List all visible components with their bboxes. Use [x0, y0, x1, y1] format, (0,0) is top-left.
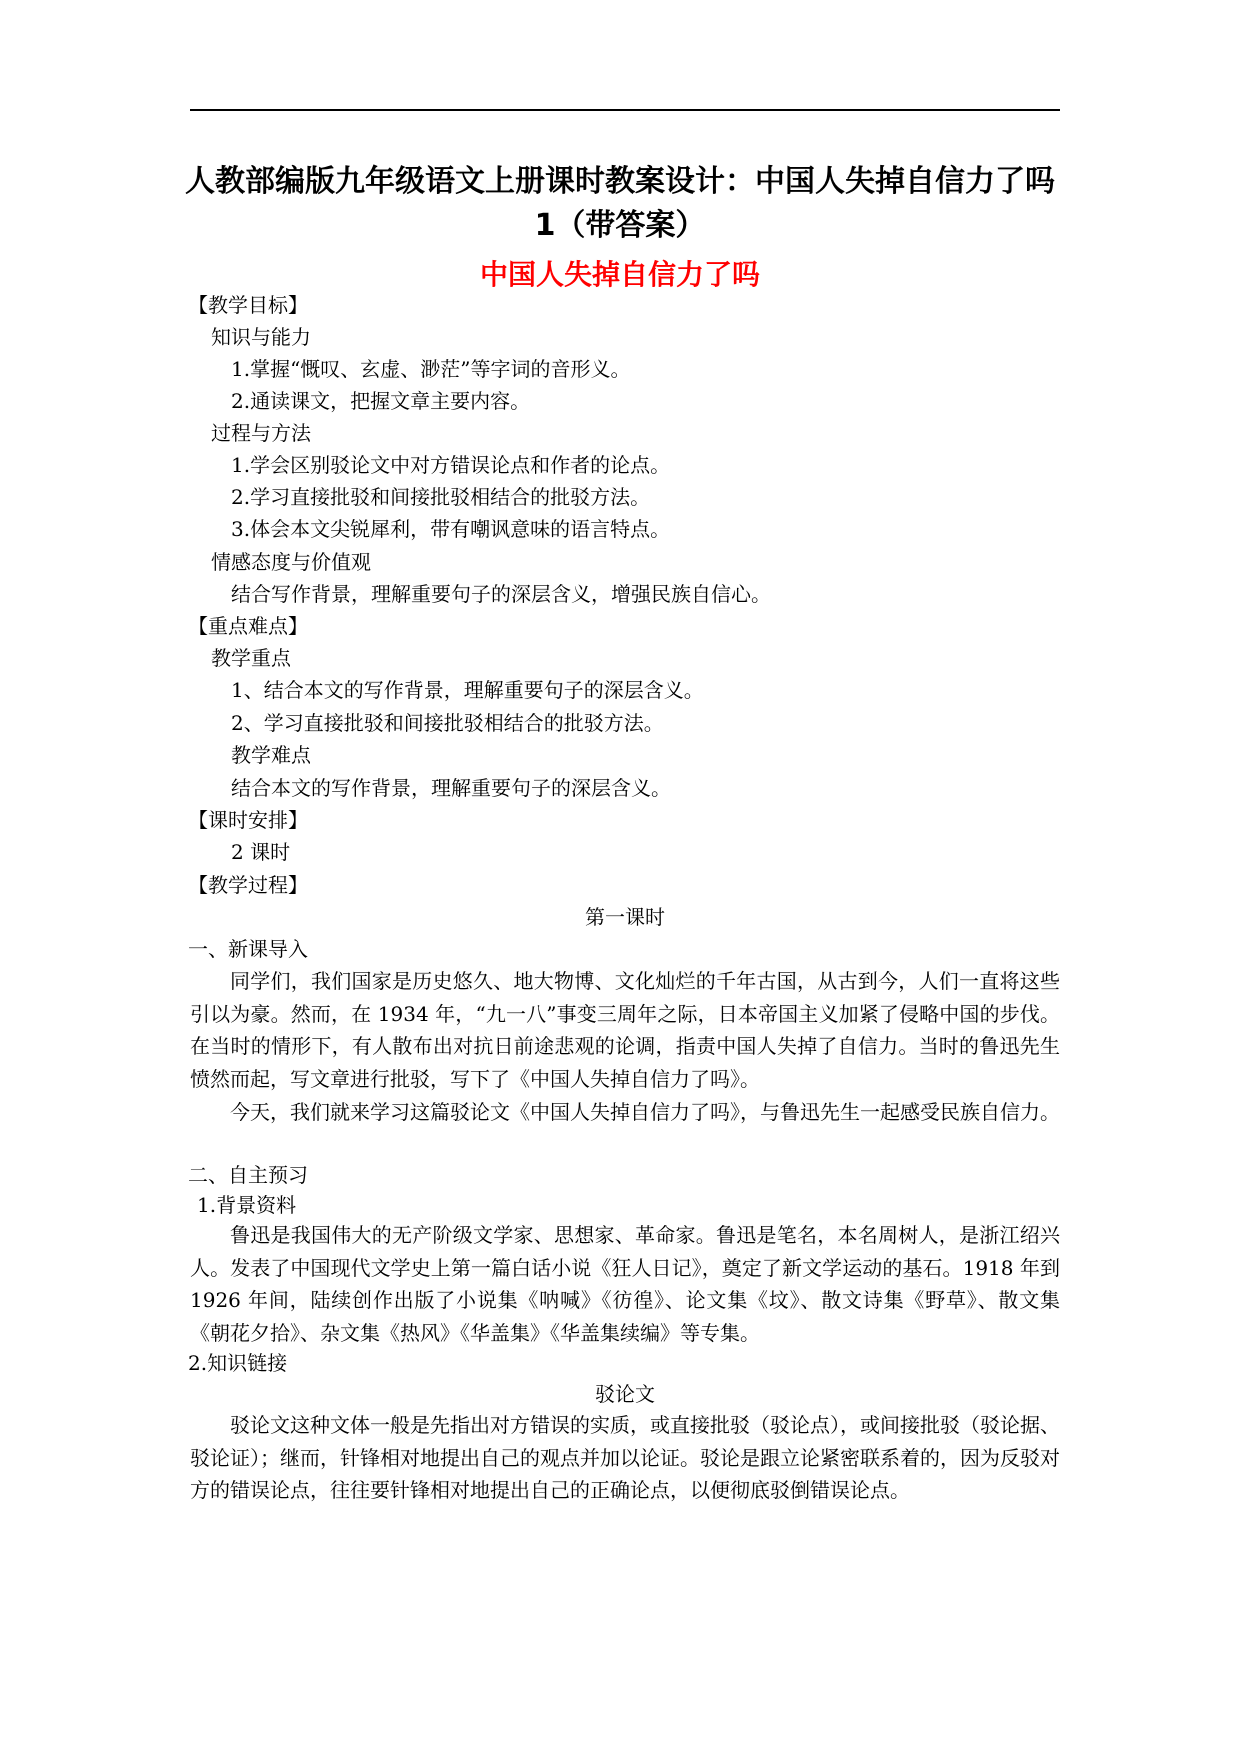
knowledge-link-paragraph: 驳论文这种文体一般是先指出对方错误的实质，或直接批驳（驳论点），或间接批驳（驳论据、驳论证）；继而，针锋相对地提出自己的观点并加以论证。驳论是跟立论紧密联系着的，因为反驳对方的错误论点，往往要针锋相对地提出自己的正确论点，以便彻底驳倒错误论点。 [190, 1413, 1060, 1503]
process-item: 3.体会本文尖锐犀利，带有嘲讽意味的语言特点。 [231, 517, 671, 541]
intro-paragraph-2: 今天，我们就来学习这篇驳论文《中国人失掉自信力了吗》，与鲁迅先生一起感受民族自信力。 [230, 1100, 1060, 1124]
knowledge-link-label: 2.知识链接 [188, 1351, 288, 1375]
focus-item: 2、学习直接批驳和间接批驳相结合的批驳方法。 [231, 711, 664, 735]
background-paragraph: 鲁迅是我国伟大的无产阶级文学家、思想家、革命家。鲁迅是笔名，本名周树人，是浙江绍兴人。发表了中国现代文学史上第一篇白话小说《狂人日记》，奠定了新文学运动的基石。1918 年到 1926 年间，陆续创作出版了小说集《呐喊》《彷徨》、论文集《坟》、散文诗集《野草》、散文集《朝花夕拾》、杂文集《热风》《华盖集》《华盖集续编》等专集。 [190, 1223, 1060, 1346]
knowledge-label: 知识与能力 [211, 325, 311, 349]
schedule-heading: 【课时安排】 [188, 808, 308, 832]
lesson-title: 第一课时 [585, 905, 665, 929]
process-item: 2.学习直接批驳和间接批驳相结合的批驳方法。 [231, 485, 651, 509]
focus-label: 教学重点 [211, 646, 291, 670]
intro-paragraph-1: 同学们，我们国家是历史悠久、地大物博、文化灿烂的千年古国，从古到今，人们一直将这些引以为豪。然而，在 1934 年，“九一八”事变三周年之际，日本帝国主义加紧了侵略中国的步伐。在当时的情形下，有人散布出对抗日前途悲观的论调，指责中国人失掉了自信力。当时的鲁迅先生愤然而起，写文章进行批驳，写下了《中国人失掉自信力了吗》。 [190, 969, 1060, 1092]
document-title-line2: 1（带答案） [534, 208, 706, 243]
emotion-text: 结合写作背景，理解重要句子的深层含义，增强民族自信心。 [231, 582, 771, 606]
knowledge-link-title: 驳论文 [595, 1382, 655, 1406]
document-title-line1: 人教部编版九年级语文上册课时教案设计：中国人失掉自信力了吗 [185, 164, 1055, 199]
header-rule [190, 109, 1060, 111]
knowledge-item: 1.掌握“慨叹、玄虚、渺茫”等字词的音形义。 [231, 357, 631, 381]
difficulty-text: 结合本文的写作背景，理解重要句子的深层含义。 [231, 776, 671, 800]
schedule-text: 2 课时 [231, 840, 291, 864]
keypoints-heading: 【重点难点】 [188, 614, 308, 638]
goals-heading: 【教学目标】 [188, 293, 308, 317]
process-heading: 【教学过程】 [188, 873, 308, 897]
focus-item: 1、结合本文的写作背景，理解重要句子的深层含义。 [231, 678, 704, 702]
section2-heading: 二、自主预习 [188, 1163, 308, 1187]
background-label: 1.背景资料 [197, 1193, 297, 1217]
process-label: 过程与方法 [211, 421, 311, 445]
knowledge-item: 2.通读课文，把握文章主要内容。 [231, 389, 531, 413]
section1-heading: 一、新课导入 [188, 937, 308, 961]
process-item: 1.学会区别驳论文中对方错误论点和作者的论点。 [231, 453, 671, 477]
document-subtitle: 中国人失掉自信力了吗 [479, 258, 760, 291]
difficulty-label: 教学难点 [231, 743, 311, 767]
emotion-label: 情感态度与价值观 [211, 550, 371, 574]
